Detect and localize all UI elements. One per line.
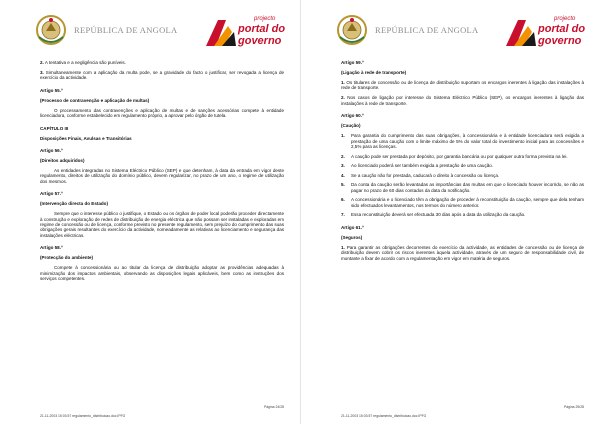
file-info: 21-11-2003 15:03:57 regulamento_distribuicao.doc.IPFG	[341, 414, 427, 418]
logo-small-text: projecto	[254, 16, 276, 22]
article-subtitle: (Caução)	[341, 123, 361, 129]
article-title: Artigo 60.º	[341, 113, 364, 119]
article-subtitle: (Direitos adquiridos)	[40, 158, 85, 164]
logo-line2: governo	[538, 35, 582, 47]
article-59	[341, 60, 584, 75]
angola-seal-icon	[34, 13, 68, 47]
article-subtitle: (Protecção do ambiente)	[40, 255, 94, 261]
page-content	[40, 60, 284, 286]
file-info: 21-11-2003 15:03:57 regulamento_distribuicao.doc.IPFG	[40, 414, 126, 418]
list-item: 1. Para garantia do cumprimento das suas obrigações, à concessionária e à entidade licenciadora será exigida a prestação de uma caução com o limite máximo de 5% do valor total do investimento inicial para as concessões e 2,5% para as licenças.	[341, 133, 584, 150]
list-item: 7. Essa reconstituição deverá ser efectuada 30 dias após a data da utilização da caução.	[341, 212, 526, 218]
page-number: Página 24/28	[264, 405, 284, 409]
article-61	[341, 225, 584, 240]
list-item: 6. A concessionária e o licenciado têm a obrigação de proceder à reconstituição da caução, sempre que dela tenham sido efectuados levantamentos, nos termos do número anterior.	[341, 197, 584, 208]
article-60	[341, 113, 584, 128]
logo-line1: portal do	[538, 23, 586, 35]
page-content	[341, 60, 584, 266]
article-text: O processamento das contravenções e aplicação de multas e de sanções acessórias compete à entidade licenciadora, conforme estabelecido em regulamento próprio, a aprovar pelo órgão de tutela.	[40, 107, 284, 119]
article-title: Artigo 55.º	[40, 87, 63, 93]
portal-do-governo-logo	[504, 12, 586, 48]
republic-name: REPÚBLICA DE ANGOLA	[375, 25, 479, 35]
page-25	[300, 0, 600, 424]
paragraph-2: 2. A tentativa e a negligência são puníveis.	[40, 60, 126, 65]
article-subtitle: (Ligação à rede de transporte)	[341, 70, 407, 75]
portal-do-governo-logo	[204, 12, 286, 48]
article-subtitle: (Seguros)	[341, 234, 363, 240]
article-58	[40, 245, 284, 260]
chapter-subtitle: Disposições Finais, Avulsas e Transitórias	[40, 135, 132, 141]
page-header	[335, 12, 586, 48]
logo-small-text: projecto	[554, 16, 576, 22]
paragraph-1: 1. Os titulares de concessão ou de licença de distribuição suportam os encargos inerentes à ligação das instalações à rede de transporte.	[341, 80, 584, 91]
list-item: 5. Da conta da caução serão levantadas as importâncias das multas em que o licenciado houver incorrido, se não as pagar no prazo de 60 dias contados da data da notificação.	[341, 182, 584, 193]
article-title: Artigo 61.º	[341, 224, 364, 230]
republic-name: REPÚBLICA DE ANGOLA	[74, 25, 178, 35]
page-header	[34, 12, 286, 48]
article-title: Artigo 56.º	[40, 148, 63, 154]
paragraph-2: 2. Nos casos de ligação por interesse do Sistema Eléctrico Público (SEP), os encargos inerentes à ligação das instalações à rede de transporte.	[341, 95, 584, 106]
chapter-title: CAPÍTULO III	[40, 125, 69, 131]
article-title: Artigo 58.º	[40, 245, 63, 251]
article-text: Compete à concessionária ou ao titular da licença de distribuição adoptar as providências adequadas à minimização dos impactos ambientais, observando as disposições legais aplicáveis, bem como as instruções dos serviços competentes.	[40, 265, 284, 282]
article-56	[40, 148, 284, 163]
list-item: 3. Ao licenciado poderá ser também exigida a prestação de uma caução.	[341, 163, 494, 169]
list-item: 4. Se a caução não for prestada, caducará o direito à concessão ou licença.	[341, 172, 500, 178]
page-number: Página 25/28	[564, 405, 584, 409]
article-text: Sempre que o interesse público o justifique, o Estado ou os órgãos de poder local poderão proceder directamente à construção e exploração de redes de distribuição de energia eléctrica que não possam ser instaladas e exploradas em regime de concessão ou de licença, conforme previsto no presente regulamento, sem prejuízo do cumprimento das suas obrigações gerais resultantes do exercício da actividade, nomeadamente as relativas ao licenciamento e segurança das instalações eléctricas.	[40, 211, 284, 238]
article-55	[40, 88, 284, 103]
article-title: Artigo 59.º	[341, 60, 364, 65]
article-text: As entidades integradas no Sistema Eléctrico Público (SEP) e que detenham, à data da entrada em vigor deste regulamento, direitos de utilização do domínio público, devem regularizar, no prazo de um ano, o regime de utilização dos mesmos.	[40, 168, 284, 184]
chapter-3	[40, 126, 284, 141]
article-57	[40, 191, 284, 206]
article-title: Artigo 57.º	[40, 191, 63, 197]
logo-line1: portal do	[238, 23, 286, 35]
list-item: 2. A caução pode ser prestada por depósito, por garantia bancária ou por qualquer outra forma prevista na lei.	[341, 153, 568, 159]
article-subtitle: (Intervenção directa do Estado)	[40, 201, 108, 207]
logo-line2: governo	[238, 35, 282, 47]
paragraph-1: 1. Para garantir as obrigações decorrentes do exercício da actividade, as entidades de concessão ou de licença de distribuição devem cobrir os riscos inerentes àquela actividade, através de um seguro de responsabilidade civil, de montante a fixar de acordo com a regulamentação em vigor em matéria de seguros.	[341, 244, 585, 261]
angola-seal-icon	[335, 13, 369, 47]
article-subtitle: (Processo de contravenção e aplicação de multas)	[40, 97, 150, 103]
paragraph-3: 3. Simultaneamente com a aplicação da multa pode, se a gravidade do facto o justificar, ser revogada a licença de exercício da actividade.	[40, 70, 284, 81]
